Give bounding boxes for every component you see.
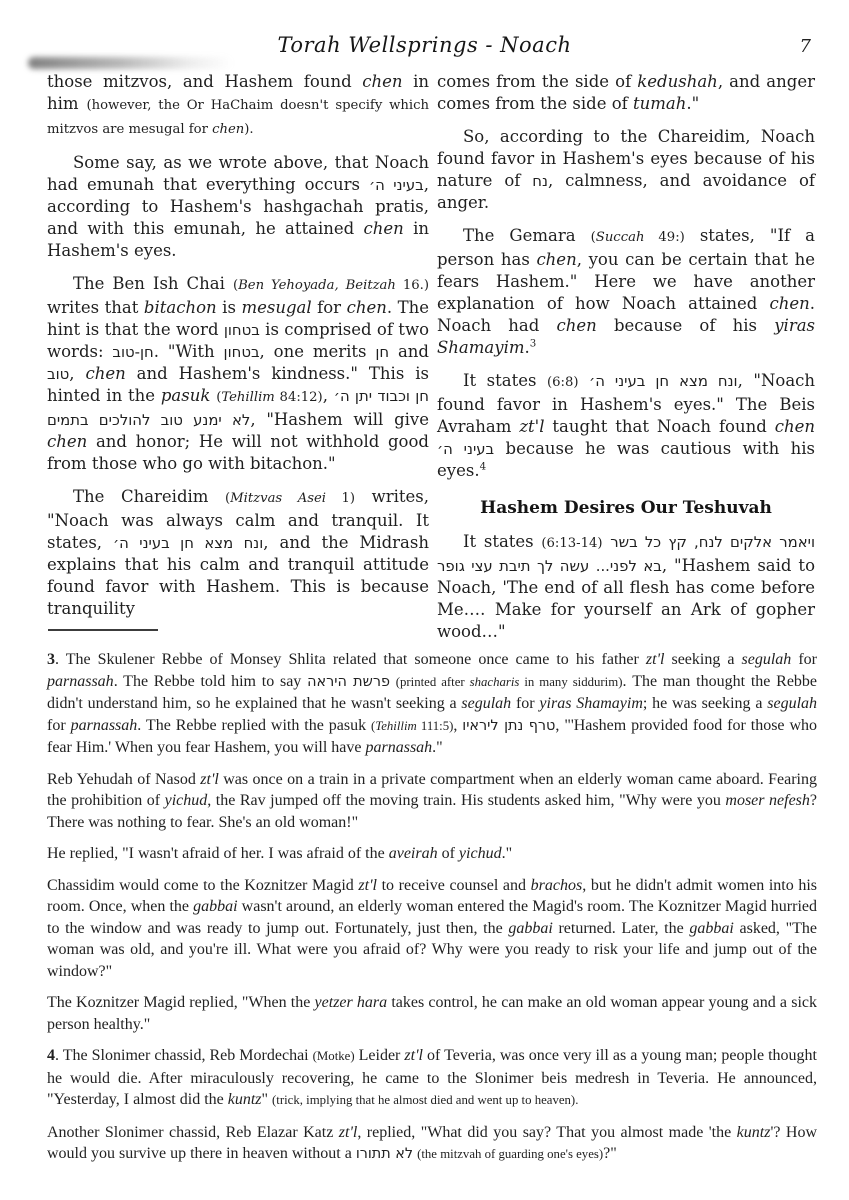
paragraph: comes from the side of kedushah, and anger comes from the side of tumah." [437,72,815,113]
left-column [47,71,429,631]
paragraph: So, according to the Chareidim, Noach found favor in Hashem's eyes because of his nature of נח, calmness, and avoidance of anger. [437,127,815,212]
footnote-paragraph: Chassidim would come to the Koznitzer Magid zt'l to receive counsel and brachos, but he didn't admit women into his room. Once, when the gabbai wasn't around, an elderly woman entered the Magid's room. The Koznitzer Magid hurried to the window and was ready to jump out. Fortunately, just then, the gabbai returned. Later, the gabbai asked, "The woman was old, and you're ill. What were you afraid of? Why were you ready to risk your life and jump out of the window?" [47,876,818,980]
paragraph: Some say, as we wrote above, that Noach had emunah that everything occurs בעיני ה׳, according to Hashem's hashgachah pratis, and with this emunah, he attained chen in Hashem's eyes. [47,153,429,260]
paragraph: The Ben Ish Chai (Ben Yehoyada, Beitzah 16.) writes that bitachon is mesugal for chen. The hint is that the word בטחון is comprised of two words: חן-טוב. "With בטחון, one merits חן and טוב, chen and Hashem's kindness." This is hinted in the pasuk (Tehillim 84:12), חן וכבוד יתן ה׳ לא ימנע טוב להולכים בתמים, "Hashem will give chen and honor; He will not withhold good from those who go with bitachon." [47,274,430,473]
page-title: Torah Wellsprings - Noach [277,33,572,57]
paragraph: It states (6:8) ונח מצא חן בעיני ה׳, "Noach found favor in Hashem's eyes." The Beis Avraham zt'l taught that Noach found chen בעיני ה׳ because he was cautious with his eyes.$^4$ [437,371,816,480]
footnote-paragraph: The Koznitzer Magid replied, "When the yetzer hara takes control, he can make an old woman appear young and a sick person healthy." [47,994,817,1033]
right-column [437,71,815,654]
footnotes-section [47,649,817,1176]
footnote-separator [48,629,158,631]
footnote-paragraph: Reb Yehudah of Nasod zt'l was once on a train in a private compartment when an elderly woman came aboard. Fearing the prohibition of yichud, the Rav jumped off the moving train. His students asked him, "Why were you moser nefesh? There was nothing to fear. She's an old woman!" [47,770,818,831]
paragraph: The Gemara (Succah 49:) states, "If a person has chen, you can be certain that he fears Hashem." Here we have another explanation of how Noach attained chen. Noach had chen because of his yiras Shamayim.$^3$ [437,226,816,357]
paragraph: those mitzvos, and Hashem found chen in him (however, the Or HaChaim doesn't specify which mitzvos are mesugal for chen). [47,72,429,137]
footnote-paragraph: 4. The Slonimer chassid, Reb Mordechai (Motke) Leider zt'l of Teveria, was once very ill as a young man; people thought he would die. After miraculously recovering, he came to the Slonimer beis medresh in Teveria. He announced, "Yesterday, I almost did the kuntz" (trick, implying that he almost died and went up to heaven). [47,1047,817,1108]
page-number: 7 [799,36,811,57]
footnote-paragraph: Another Slonimer chassid, Reb Elazar Katz zt'l, replied, "What did you say? That you almost made 'the kuntz'? How would you survive up there in heaven without a לא תתורו (the mitzvah of guarding one's eyes)?" [47,1123,818,1162]
footnote-paragraph: He replied, "I wasn't afraid of her. I was afraid of the aveirah of yichud." [47,845,513,862]
paragraph: It states (6:13-14) ויאמר אלקים לנח, קץ כל בשר בא לפני... עשה לך תיבת עצי גופר, "Hashem said to Noach, 'The end of all flesh has come before Me…. Make for yourself an Ark of gopher wood…" [437,532,816,641]
footnote-paragraph: 3. The Skulener Rebbe of Monsey Shlita related that someone once came to his father zt'l seeking a segulah for parnassah. The Rebbe told him to say פרשת היראה (printed after shacharis in many siddurim). The man thought the Rebbe didn't understand him, so he explained that he wasn't seeking a segulah for yiras Shamayim; he was seeking a segulah for parnassah. The Rebbe replied with the pasuk (Tehillim 111:5), טרף נתן ליראיו, "'Hashem provided food for those who fear Him.' When you fear Hashem, you will have parnassah." [47,651,818,756]
section-heading: Hashem Desires Our Teshuvah [480,498,772,518]
scan-artifact [28,57,233,69]
paragraph: The Chareidim (Mitzvas Asei 1) writes, "Noach was always calm and tranquil. It states, ונח מצא חן בעיני ה׳, and the Midrash explains that his calm and tranquil attitude found favor with Hashem. This is because tranquility [47,487,429,618]
